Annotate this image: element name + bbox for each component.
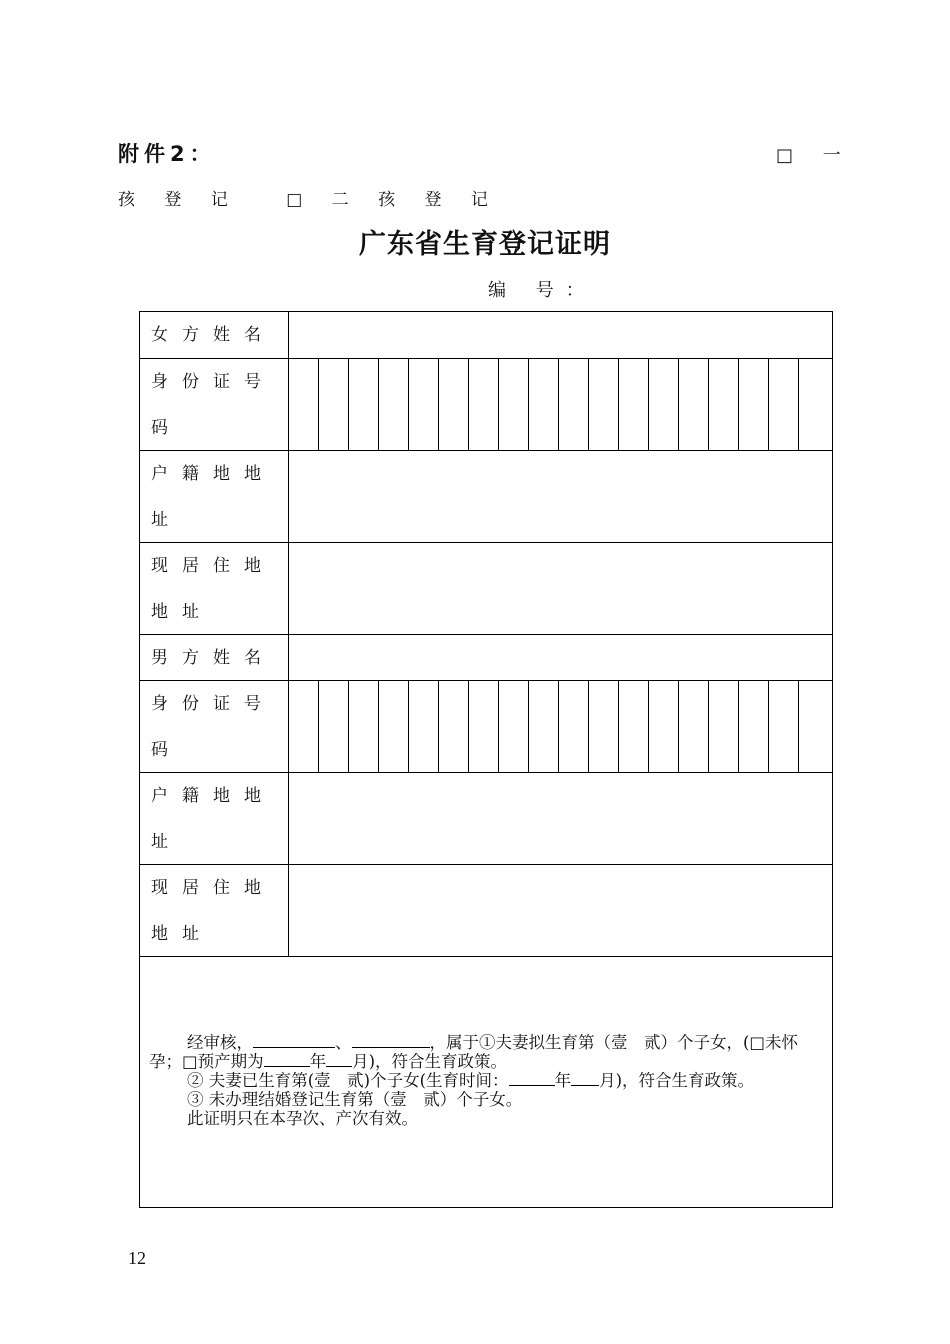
- female-huji-row: [140, 450, 832, 542]
- female-huji-label: 户籍地地址: [140, 451, 289, 542]
- statement-intro: 经审核，: [187, 1033, 253, 1052]
- blank-due-month[interactable]: [326, 1052, 352, 1067]
- id-digit-cell[interactable]: [379, 681, 409, 772]
- id-digit-cell[interactable]: [319, 359, 349, 450]
- female-id-cells[interactable]: [289, 359, 832, 450]
- id-digit-cell[interactable]: [499, 359, 529, 450]
- id-digit-cell[interactable]: [649, 681, 679, 772]
- male-huji-row: [140, 772, 832, 864]
- male-huji-field[interactable]: [289, 773, 832, 864]
- id-digit-cell[interactable]: [709, 681, 739, 772]
- id-digit-cell[interactable]: [439, 359, 469, 450]
- male-huji-label: 户籍地地址: [140, 773, 289, 864]
- id-digit-cell[interactable]: [739, 681, 769, 772]
- id-digit-cell[interactable]: [769, 359, 799, 450]
- blank-male-name[interactable]: [352, 1033, 430, 1048]
- id-digit-cell[interactable]: [769, 681, 799, 772]
- statement-option2-end: 月)，符合生育政策。: [599, 1071, 754, 1090]
- blank-female-name[interactable]: [253, 1033, 335, 1048]
- female-residence-row: [140, 542, 832, 634]
- id-digit-cell[interactable]: [679, 681, 709, 772]
- male-residence-field[interactable]: [289, 865, 832, 956]
- serial-number-label: 编 号：: [488, 280, 596, 301]
- id-digit-cell[interactable]: [589, 681, 619, 772]
- statement-option3: ③ 未办理结婚登记生育第（壹 贰）个子女。: [187, 1090, 523, 1109]
- statement-option1-end: 月)，符合生育政策。: [352, 1052, 508, 1071]
- statement-year-unit: 年: [309, 1052, 327, 1071]
- id-digit-cell[interactable]: [589, 359, 619, 450]
- female-id-label: 身份证号码: [140, 359, 289, 450]
- id-digit-cell[interactable]: [409, 681, 439, 772]
- id-digit-cell[interactable]: [289, 681, 319, 772]
- female-residence-field[interactable]: [289, 543, 832, 634]
- id-digit-cell[interactable]: [559, 681, 589, 772]
- attachment-label: 附件2：: [118, 142, 216, 166]
- female-name-label: 女方姓名: [140, 312, 289, 358]
- id-digit-cell[interactable]: [529, 359, 559, 450]
- male-residence-row: [140, 864, 832, 956]
- male-id-label: 身份证号码: [140, 681, 289, 772]
- id-digit-cell[interactable]: [469, 681, 499, 772]
- id-digit-cell[interactable]: [349, 681, 379, 772]
- id-digit-cell[interactable]: [409, 359, 439, 450]
- male-name-row: [140, 634, 832, 680]
- id-digit-cell[interactable]: [439, 681, 469, 772]
- statement-option1: ，属于①夫妻拟生育第（壹 贰）个子女，(□未怀孕；□预产期为: [149, 1033, 799, 1071]
- female-name-field[interactable]: [289, 312, 832, 358]
- female-id-row: [140, 358, 832, 450]
- blank-due-year[interactable]: [264, 1052, 310, 1067]
- male-id-cells[interactable]: [289, 681, 832, 772]
- id-digit-cell[interactable]: [709, 359, 739, 450]
- id-digit-cell[interactable]: [619, 681, 649, 772]
- statement-option2: ② 夫妻已生育第(壹 贰)个子女(生育时间：: [187, 1071, 509, 1090]
- id-digit-cell[interactable]: [379, 359, 409, 450]
- female-residence-label: 现居住地地址: [140, 543, 289, 634]
- male-id-row: [140, 680, 832, 772]
- blank-birth-month[interactable]: [571, 1071, 599, 1086]
- statement-validity-note: 此证明只在本孕次、产次有效。: [187, 1109, 418, 1128]
- id-digit-cell[interactable]: [649, 359, 679, 450]
- registration-form: [139, 311, 833, 1208]
- id-digit-cell[interactable]: [349, 359, 379, 450]
- id-digit-cell[interactable]: [799, 359, 832, 450]
- id-digit-cell[interactable]: [619, 359, 649, 450]
- id-digit-cell[interactable]: [289, 359, 319, 450]
- female-name-row: [140, 312, 832, 358]
- id-digit-cell[interactable]: [499, 681, 529, 772]
- id-digit-cell[interactable]: [319, 681, 349, 772]
- id-digit-cell[interactable]: [799, 681, 832, 772]
- review-statement: [149, 1033, 826, 1128]
- male-name-label: 男方姓名: [140, 635, 289, 680]
- female-huji-field[interactable]: [289, 451, 832, 542]
- document-title: 广东省生育登记证明: [359, 229, 611, 260]
- statement-birth-year-unit: 年: [554, 1071, 572, 1090]
- id-digit-cell[interactable]: [469, 359, 499, 450]
- male-name-field[interactable]: [289, 635, 832, 680]
- id-digit-cell[interactable]: [739, 359, 769, 450]
- male-residence-label: 现居住地地址: [140, 865, 289, 956]
- statement-row: [140, 956, 832, 1207]
- blank-birth-year[interactable]: [509, 1071, 555, 1086]
- id-digit-cell[interactable]: [529, 681, 559, 772]
- checkbox-second-child-line[interactable]: 孩 登 记 □ 二 孩 登 记: [118, 190, 500, 210]
- id-digit-cell[interactable]: [559, 359, 589, 450]
- statement-separator: 、: [335, 1033, 352, 1052]
- checkbox-first-child[interactable]: □ 一: [776, 145, 853, 166]
- id-digit-cell[interactable]: [679, 359, 709, 450]
- page-number: 12: [128, 1248, 146, 1268]
